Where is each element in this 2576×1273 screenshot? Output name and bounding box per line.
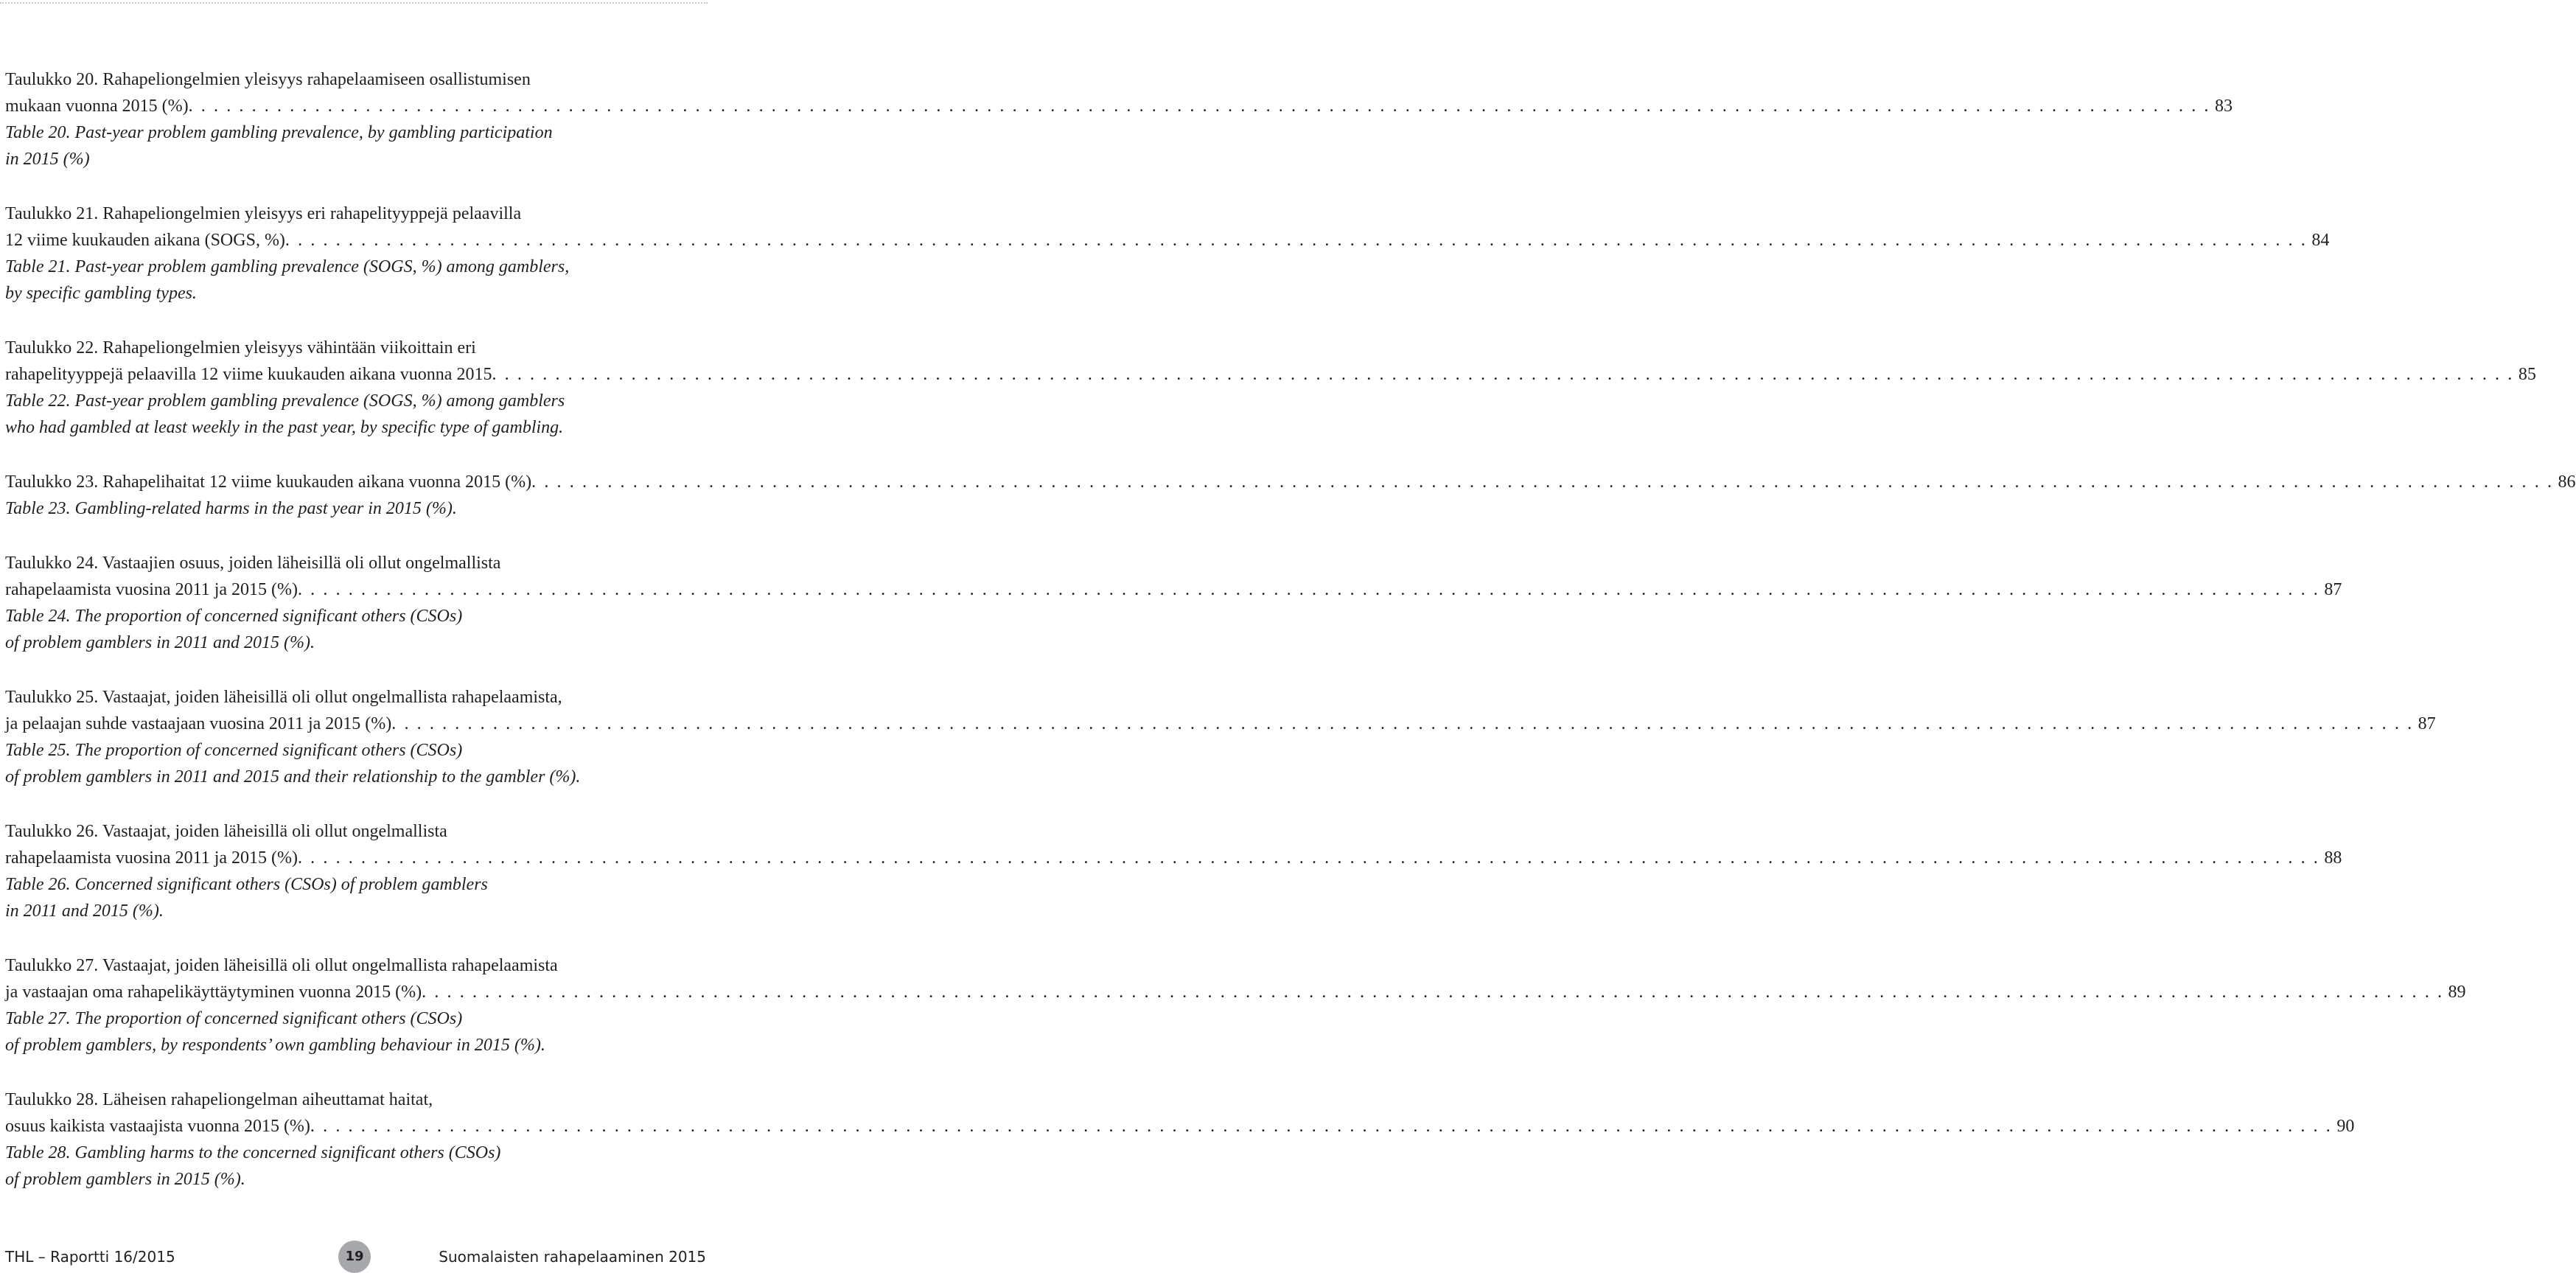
dot-leader: . . . . . . . . . . . . . . . . . . . . . . . . . . . . . . . . . . . . . . . . . . . . . . . . . . . . . . . . . . . . . . . . . . . . . . . . . . . . . . . . . . . . . . . . . . . . . . . . . . . . . . . . . . . . . . . . . . . . . . . . . . . . . . . . . . . . . . . . . . . . . . . . . . . . . . . . . . . . . . . . <box>297 848 2320 868</box>
toc-entry[interactable] <box>5 469 2576 522</box>
toc-entry[interactable] <box>5 684 2436 790</box>
toc-entry-english-title: Table 20. Past-year problem gambling prevalence, by gambling participation <box>5 123 553 142</box>
toc-entry-finnish-title: Taulukko 28. Läheisen rahapeliongelman aiheuttamat haitat, <box>5 1090 433 1109</box>
toc-entry-finnish-title: ja vastaajan oma rahapelikäyttäytyminen vuonna 2015 (%) <box>5 983 422 1002</box>
toc-entry-page-number[interactable]: 86 <box>2558 472 2576 492</box>
footer-publication-title: Suomalaisten rahapelaaminen 2015 <box>439 1248 706 1266</box>
table-of-contents <box>5 66 2576 1193</box>
toc-entry-english-title: who had gambled at least weekly in the past year, by specific type of gambling. <box>5 418 564 437</box>
toc-entry-leader-line <box>5 576 2342 603</box>
dot-leader: . . . . . . . . . . . . . . . . . . . . . . . . . . . . . . . . . . . . . . . . . . . . . . . . . . . . . . . . . . . . . . . . . . . . . . . . . . . . . . . . . . . . . . . . . . . . . . . . . . . . . . . . . . . . . . . . . . . . . . . . . . . . . . . . . . . . . . . . . . . . . . . . . . . . . . . . . . . . . . . . <box>492 365 2514 384</box>
toc-entry-english-title: Table 24. The proportion of concerned significant others (CSOs) <box>5 607 463 626</box>
toc-entry-english-title: of problem gamblers, by respondents’ own gambling behaviour in 2015 (%). <box>5 1036 545 1055</box>
toc-entry-english-title: Table 28. Gambling harms to the concerned significant others (CSOs) <box>5 1143 501 1162</box>
toc-entry-page-number[interactable]: 89 <box>2448 983 2466 1002</box>
toc-entry-english-title: Table 27. The proportion of concerned significant others (CSOs) <box>5 1009 463 1028</box>
toc-entry-leader-line <box>5 979 2466 1005</box>
toc-entry-english-title: in 2011 and 2015 (%). <box>5 901 164 921</box>
dot-leader: . . . . . . . . . . . . . . . . . . . . . . . . . . . . . . . . . . . . . . . . . . . . . . . . . . . . . . . . . . . . . . . . . . . . . . . . . . . . . . . . . . . . . . . . . . . . . . . . . . . . . . . . . . . . . . . . . . . . . . . . . . . . . . . . . . . . . . . . . . . . . . . . . . . . . . . . . . . . . . . . <box>310 1117 2333 1136</box>
toc-entry-english-title: by specific gambling types. <box>5 284 197 303</box>
dot-leader: . . . . . . . . . . . . . . . . . . . . . . . . . . . . . . . . . . . . . . . . . . . . . . . . . . . . . . . . . . . . . . . . . . . . . . . . . . . . . . . . . . . . . . . . . . . . . . . . . . . . . . . . . . . . . . . . . . . . . . . . . . . . . . . . . . . . . . . . . . . . . . . . . . . . . . . . . . . . . . . . <box>297 580 2320 599</box>
toc-entry-page-number[interactable]: 90 <box>2336 1117 2355 1136</box>
toc-entry-finnish-title: Taulukko 20. Rahapeliongelmien yleisyys rahapelaamiseen osallistumisen <box>5 70 531 89</box>
toc-entry-page-number[interactable]: 84 <box>2311 231 2330 250</box>
toc-entry-english-title: Table 26. Concerned significant others (CSOs) of problem gamblers <box>5 875 488 894</box>
toc-entry-finnish-title: Taulukko 26. Vastaajat, joiden läheisillä oli ollut ongelmallista <box>5 822 447 841</box>
toc-entry[interactable] <box>5 200 2330 307</box>
dot-leader: . . . . . . . . . . . . . . . . . . . . . . . . . . . . . . . . . . . . . . . . . . . . . . . . . . . . . . . . . . . . . . . . . . . . . . . . . . . . . . . . . . . . . . . . . . . . . . . . . . . . . . . . . . . . . . . . . . . . . . . . . . . . . . . . . . . . . . . . . . . . . . . . . . . . . . . . . . . . . . . . <box>531 472 2554 492</box>
toc-entry-finnish-title: rahapelaamista vuosina 2011 ja 2015 (%) <box>5 848 298 868</box>
toc-entry-english-title: Table 25. The proportion of concerned significant others (CSOs) <box>5 741 463 760</box>
toc-entry-finnish-title: Taulukko 25. Vastaajat, joiden läheisillä oli ollut ongelmallista rahapelaamista, <box>5 688 562 707</box>
toc-entry[interactable] <box>5 335 2536 441</box>
toc-entry[interactable] <box>5 1087 2355 1193</box>
toc-entry-finnish-title: rahapelityyppejä pelaavilla 12 viime kuukauden aikana vuonna 2015 <box>5 365 492 384</box>
toc-entry-finnish-title: Taulukko 21. Rahapeliongelmien yleisyys eri rahapelityyppejä pelaavilla <box>5 204 522 223</box>
page-footer <box>0 1246 708 1268</box>
toc-entry-page-number[interactable]: 88 <box>2324 848 2342 868</box>
toc-entry-finnish-title: mukaan vuonna 2015 (%) <box>5 97 189 116</box>
toc-entry-english-title: Table 23. Gambling-related harms in the past year in 2015 (%). <box>5 499 457 518</box>
dot-leader: . . . . . . . . . . . . . . . . . . . . . . . . . . . . . . . . . . . . . . . . . . . . . . . . . . . . . . . . . . . . . . . . . . . . . . . . . . . . . . . . . . . . . . . . . . . . . . . . . . . . . . . . . . . . . . . . . . . . . . . . . . . . . . . . . . . . . . . . . . . . . . . . . . . . . . . . . . . . . . . . <box>391 714 2414 733</box>
dot-leader: . . . . . . . . . . . . . . . . . . . . . . . . . . . . . . . . . . . . . . . . . . . . . . . . . . . . . . . . . . . . . . . . . . . . . . . . . . . . . . . . . . . . . . . . . . . . . . . . . . . . . . . . . . . . . . . . . . . . . . . . . . . . . . . . . . . . . . . . . . . . . . . . . . . . . . . . . . . . . . . . <box>422 983 2444 1002</box>
page-number-badge: 19 <box>338 1241 371 1273</box>
toc-entry-page-number[interactable]: 83 <box>2215 97 2233 116</box>
toc-entry-leader-line <box>5 711 2436 737</box>
toc-entry-english-title: of problem gamblers in 2011 and 2015 and their relationship to the gambler (%). <box>5 767 581 787</box>
toc-entry-leader-line <box>5 361 2536 388</box>
toc-entry[interactable] <box>5 952 2466 1058</box>
toc-entry-finnish-title: Taulukko 23. Rahapelihaitat 12 viime kuukauden aikana vuonna 2015 (%) <box>5 472 532 492</box>
toc-entry[interactable] <box>5 550 2342 656</box>
toc-entry-finnish-title: 12 viime kuukauden aikana (SOGS, %) <box>5 231 285 250</box>
toc-entry-finnish-title: Taulukko 27. Vastaajat, joiden läheisillä oli ollut ongelmallista rahapelaamista <box>5 956 558 975</box>
toc-entry-leader-line <box>5 469 2576 495</box>
toc-entry-leader-line <box>5 1113 2355 1140</box>
dot-leader: . . . . . . . . . . . . . . . . . . . . . . . . . . . . . . . . . . . . . . . . . . . . . . . . . . . . . . . . . . . . . . . . . . . . . . . . . . . . . . . . . . . . . . . . . . . . . . . . . . . . . . . . . . . . . . . . . . . . . . . . . . . . . . . . . . . . . . . . . . . . . . . . . . . . . . . . . . . . . . . . <box>285 231 2308 250</box>
toc-entry[interactable] <box>5 818 2342 924</box>
toc-entry-finnish-title: osuus kaikista vastaajista vuonna 2015 (%) <box>5 1117 310 1136</box>
top-dotted-rule <box>0 2 708 4</box>
toc-entry[interactable] <box>5 66 2233 172</box>
toc-entry-finnish-title: Taulukko 24. Vastaajien osuus, joiden läheisillä oli ollut ongelmallista <box>5 554 501 573</box>
toc-entry-english-title: Table 21. Past-year problem gambling prevalence (SOGS, %) among gamblers, <box>5 257 570 276</box>
toc-entry-english-title: Table 22. Past-year problem gambling prevalence (SOGS, %) among gamblers <box>5 391 565 411</box>
toc-entry-leader-line <box>5 227 2330 254</box>
toc-entry-english-title: in 2015 (%) <box>5 150 90 169</box>
toc-entry-finnish-title: Taulukko 22. Rahapeliongelmien yleisyys vähintään viikoittain eri <box>5 338 476 358</box>
toc-entry-english-title: of problem gamblers in 2011 and 2015 (%). <box>5 633 315 652</box>
toc-entry-leader-line <box>5 93 2233 119</box>
dot-leader: . . . . . . . . . . . . . . . . . . . . . . . . . . . . . . . . . . . . . . . . . . . . . . . . . . . . . . . . . . . . . . . . . . . . . . . . . . . . . . . . . . . . . . . . . . . . . . . . . . . . . . . . . . . . . . . . . . . . . . . . . . . . . . . . . . . . . . . . . . . . . . . . . . . . . . . . . . . . . . . . <box>188 97 2211 116</box>
footer-report-id: THL – Raportti 16/2015 <box>5 1248 175 1266</box>
toc-entry-english-title: of problem gamblers in 2015 (%). <box>5 1170 245 1189</box>
toc-entry-page-number[interactable]: 85 <box>2518 365 2536 384</box>
toc-entry-finnish-title: rahapelaamista vuosina 2011 ja 2015 (%) <box>5 580 298 599</box>
toc-entry-page-number[interactable]: 87 <box>2324 580 2342 599</box>
toc-entry-finnish-title: ja pelaajan suhde vastaajaan vuosina 2011 ja 2015 (%) <box>5 714 392 733</box>
toc-entry-leader-line <box>5 845 2342 871</box>
toc-entry-page-number[interactable]: 87 <box>2418 714 2436 733</box>
